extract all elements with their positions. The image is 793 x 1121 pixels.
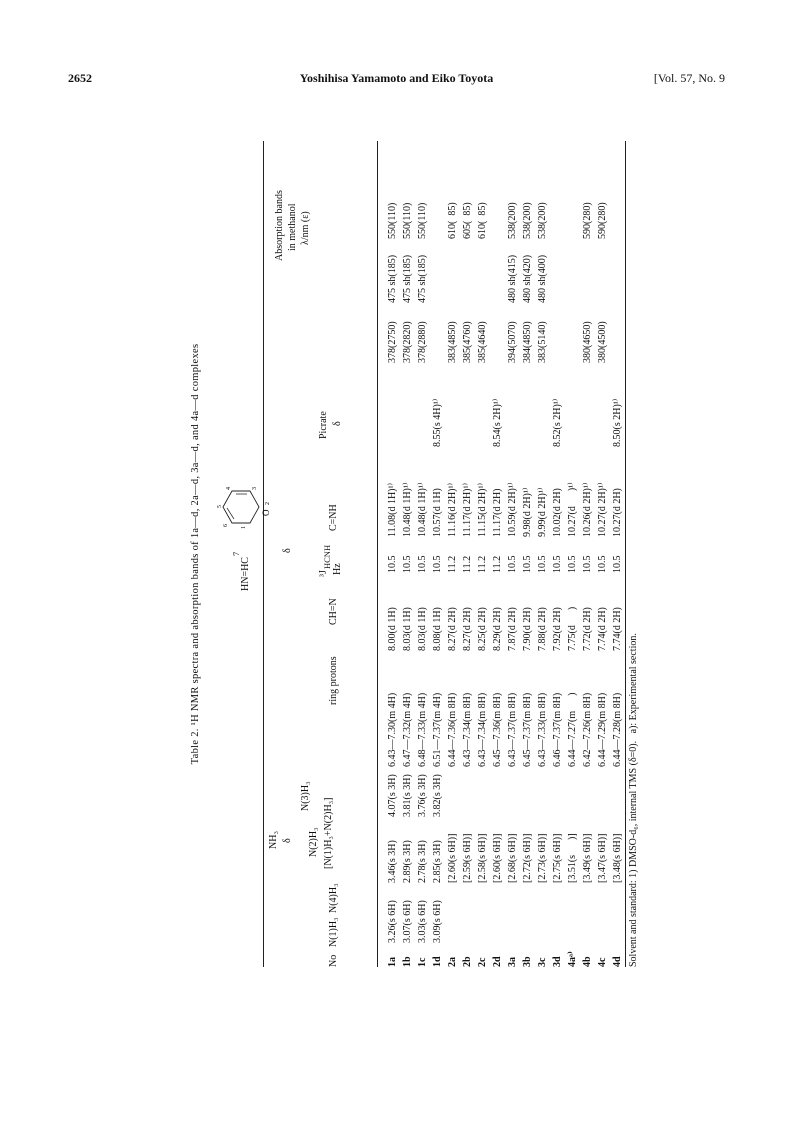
page-number: 2652 — [68, 71, 92, 85]
structure-number-7: 7 — [231, 551, 241, 556]
phenol-ring-structure-diagram — [215, 479, 277, 549]
table-row: 2b [2.59(s 6H)] 6.43—7.34(m 8H) 8.27(d 2H) 11.2 11.17(d 2H)¹⁾ 385(4760) 605( 85) — [461, 202, 473, 967]
table-row: 3a [2.68(s 6H)] 6.43—7.37(m 8H) 7.87(d 2H) 10.5 10.59(d 2H)¹⁾ 394(5070) 480 sh(415) 538(200) — [506, 202, 518, 967]
header-ch-n: CH=N — [328, 598, 339, 625]
table-row: 2c [2.58(s 6H)] 6.43—7.34(m 8H) 8.25(d 2H) 11.2 11.15(d 2H)¹⁾ 385(4640) 610( 85) — [476, 202, 488, 967]
rotated-table — [190, 141, 639, 967]
header-c-nh: C=NH — [328, 504, 339, 531]
header-n3h3: N(3)H₃ — [300, 781, 311, 811]
table-row: 1a 3.26(s 6H) 3.46(s 3H) 4.07(s 3H) 6.43—7.30(m 4H) 8.00(d 1H) 10.5 11.08(d 1H)¹⁾ 378(2750) 475 sh(185) 550(110) — [386, 202, 398, 967]
header-nh3-delta: δ — [282, 838, 293, 843]
table-footnote: Solvent and standard: 1) DMSO-d₆, internal TMS (δ=0). a): Experimental section. — [628, 633, 639, 967]
table-row: 4b [3.49(s 6H)] 6.42—7.26(m 8H) 7.72(d 2H) 10.5 10.26(d 2H)¹⁾ 380(4650) 590(280) — [581, 202, 593, 967]
table-row: 3c [2.73(s 6H)] 6.43—7.33(m 8H) 7.88(d 2H) 10.5 9.99(d 2H)¹⁾ 383(5140) 480 sh(400) 538(200) — [536, 202, 548, 967]
table-row: 1b 3.07(s 6H) 2.89(s 3H) 3.81(s 3H) 6.47—7.32(m 4H) 8.03(d 1H) 10.5 10.48(d 1H)¹⁾ 378(2820) 475 sh(185) 550(110) — [401, 202, 413, 967]
svg-text:5: 5 — [217, 505, 223, 508]
running-header-journal: [Vol. 57, No. 9 — [653, 71, 725, 85]
table-row: 3b [2.72(s 6H)] 6.45—7.37(m 8H) 7.90(d 2H) 10.5 9.98(d 2H)¹⁾ 384(4850) 480 sh(420) 538(200) — [521, 202, 533, 967]
header-j-unit: Hz — [332, 563, 343, 575]
header-delta-center: δ — [282, 548, 293, 553]
structure-label: HN=HC — [240, 557, 251, 591]
table-row: 4d [3.48(s 6H)] 6.44—7.28(m 8H) 7.74(d 2H) 10.5 10.27(d 2H) 8.50(s 2H)¹⁾ — [611, 398, 623, 967]
table-caption: Table 2. ¹H NMR spectra and absorption bands of 1a—d, 2a—d, 3a—d, and 4a—d complexes — [190, 343, 201, 765]
header-n1n2: [N(1)H₃+N(2)H₃] — [323, 797, 334, 869]
header-n4h3: N(4)H₃ — [328, 883, 339, 913]
header-n1h3: N(1)H₃ — [328, 917, 339, 947]
table-row: 3d [2.75(s 6H)] 6.46—7.37(m 8H) 7.92(d 2H) 10.5 10.02(d 2H) 8.52(s 2H)¹⁾ — [551, 398, 563, 967]
svg-text:O: O — [261, 509, 271, 516]
table-bottom-rule — [625, 141, 626, 967]
table-row: 4aᵃ⁾ [3.51(s )] 6.44—7.27(m ) 7.75(d ) 10.5 10.27(d )¹⁾ — [566, 482, 578, 967]
svg-text:6: 6 — [223, 524, 229, 527]
table-row: 2d [2.60(s 6H)] 6.45—7.36(m 8H) 8.29(d 2H) 11.2 11.17(d 2H) 8.54(s 2H)¹⁾ — [491, 398, 503, 967]
header-absorption-3: λ/nm (ε) — [300, 211, 311, 245]
svg-text:2: 2 — [265, 502, 271, 505]
svg-text:4: 4 — [226, 487, 232, 490]
running-header-authors: Yoshihisa Yamamoto and Eiko Toyota — [299, 71, 494, 85]
nmr-data-table — [385, 183, 625, 967]
svg-text:1: 1 — [241, 526, 247, 529]
header-picrate: Picrate — [318, 411, 329, 439]
table-row: 1c 3.03(s 6H) 2.78(s 3H) 3.76(s 3H) 6.48—7.33(m 4H) 8.03(d 1H) 10.5 10.48(d 1H)¹⁾ 378(2880) 475 sh(185) 550(110) — [416, 202, 428, 967]
table-row: 4c [3.47(s 6H)] 6.44—7.29(m 8H) 7.74(d 2H) 10.5 10.27(d 2H)¹⁾ 380(4500) 590(280) — [596, 202, 608, 967]
header-absorption-2: in methanol — [287, 203, 298, 251]
header-no: No — [328, 954, 339, 967]
header-j-subscript: HCNH — [322, 544, 332, 569]
header-ring-protons: ring protons — [328, 656, 339, 705]
table-top-rule — [263, 141, 264, 967]
table-row: 2a [2.60(s 6H)] 6.44—7.36(m 8H) 8.27(d 2H) 11.2 11.16(d 2H)¹⁾ 383(4850) 610( 85) — [446, 202, 458, 967]
header-n2h3: N(2)H₃ — [308, 827, 319, 857]
header-nh3: NH₃ — [268, 831, 279, 849]
table-header-rule — [377, 141, 378, 967]
svg-text:3: 3 — [252, 487, 258, 490]
header-picrate-delta: δ — [332, 421, 343, 426]
header-absorption-1: Absorption bands — [274, 190, 285, 261]
table-row: 1d 3.09(s 6H) 2.85(s 3H) 3.82(s 3H) 6.51—7.37(m 4H) 8.08(d 1H) 10.5 10.57(d 1H) 8.55(s 4H)¹⁾ — [431, 398, 443, 967]
header-j: ³J — [318, 570, 329, 577]
